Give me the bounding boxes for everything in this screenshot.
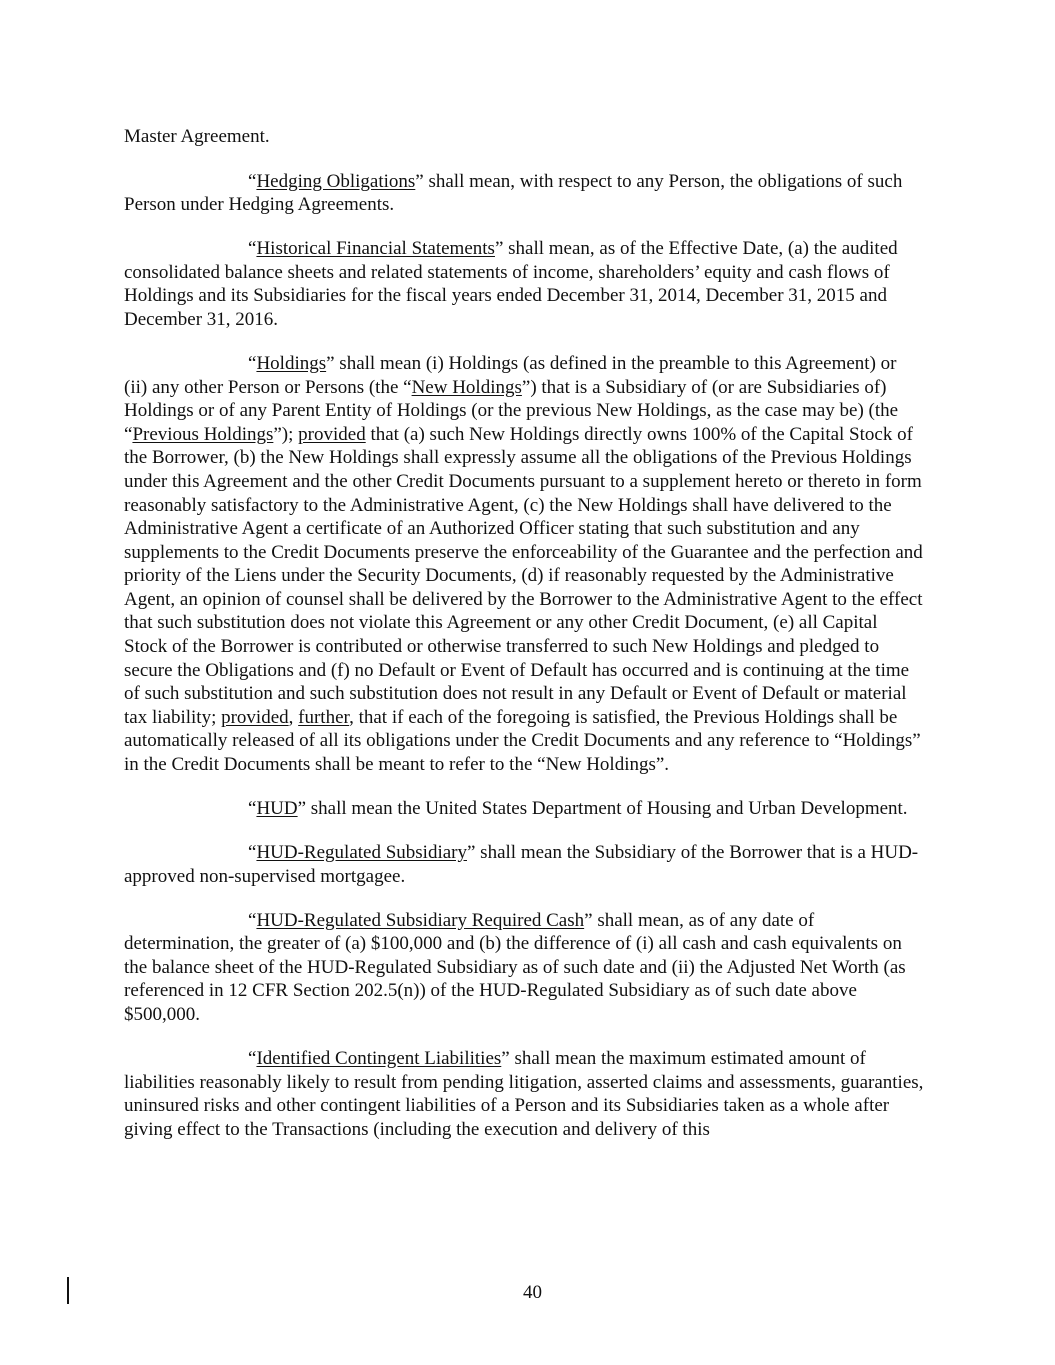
definition-hud [124, 797, 924, 821]
definition-text: ” shall mean, as of any date of determination, the greater of (a) $100,000 and (b) the difference of (i) all cash and cash equivalents on the balance sheet of the HUD-Regulated Subsidiary as of such date and (ii) the Adjusted Net Worth (as referenced in 12 CFR Section 202.5(n)) of the HUD-Regulated Subsidiary as of such date above $500,000. [124, 909, 906, 1025]
open-quote: “ [248, 909, 257, 931]
open-quote: “ [248, 352, 257, 374]
definition-text: ” shall mean, as of the Effective Date, (a) the audited consolidated balance sheets and related statements of income, shareholders’ equity and cash flows of Holdings and its Subsidiaries for the fiscal years ended December 31, 2014, December 31, 2015 and December 31, 2016. [124, 238, 898, 330]
proviso-provided: provided [298, 423, 366, 445]
proviso-provided: provided [221, 706, 289, 728]
definition-hedging-obligations [124, 170, 924, 217]
definition-historical-financial-statements [124, 237, 924, 331]
definition-text: ” shall mean the maximum estimated amount of liabilities reasonably likely to result from pending litigation, asserted claims and assessments, guaranties, uninsured risks and other contingent liabilities of a Person and its Subsidiaries taken as a whole after giving effect to the Transactions (including the execution and delivery of this [124, 1047, 924, 1140]
definition-hud-regulated-subsidiary-required-cash [124, 909, 924, 1027]
defined-term: HUD-Regulated Subsidiary Required Cash [256, 909, 585, 931]
definition-hud-regulated-subsidiary [124, 841, 924, 888]
definition-text: ”) that is a Subsidiary of (or are Subsidiaries of) Holdings or of any Parent Entity of Holdings (or the previous New Holdings, as the case may be) (the “ [124, 376, 899, 445]
page-number: 40 [523, 1282, 542, 1303]
document-body [124, 125, 924, 1162]
defined-term: HUD [256, 798, 298, 820]
defined-term: Holdings [256, 352, 327, 374]
open-quote: “ [248, 842, 257, 863]
defined-term: HUD-Regulated Subsidiary [256, 842, 467, 863]
defined-term-new-holdings: New Holdings [411, 376, 522, 398]
definition-text: ” shall mean the Subsidiary of the Borrower that is a HUD-approved non-supervised mortgagee. [124, 842, 919, 887]
proviso-further: further [298, 706, 350, 728]
definition-text: ” shall mean, with respect to any Person, the obligations of such Person under Hedging Agreements. [124, 170, 903, 216]
definition-text: ” shall mean the United States Department of Housing and Urban Development. [297, 798, 908, 820]
definition-text: that (a) such New Holdings directly owns 100% of the Capital Stock of the Borrower, (b) the New Holdings shall expressly assume all the obligations of the Previous Holdings under this Agreement and the other Credit Documents pursuant to a supplement hereto or thereto in form reasonably satisfactory to the Administrative Agent, (c) the New Holdings shall have delivered to the Administrative Agent a certificate of an Authorized Officer stating that such substitution and any supplements to the Credit Documents preserve the enforceability of the Guarantee and the perfection and priority of the Liens under the Security Documents, (d) if reasonably requested by the Administrative Agent, an opinion of counsel shall be delivered by the Borrower to the Administrative Agent to the effect that such substitution does not violate this Agreement or any other Credit Document, (e) all Capital Stock of the Borrower is contributed or otherwise transferred to such New Holdings and pledged to secure the Obligations and (f) no Default or Event of Default has occurred and is continuing at the time of such substitution and such substitution does not result in any Default or Event of Default or material tax liability; [124, 423, 923, 728]
definition-text: , [288, 706, 299, 728]
open-quote: “ [248, 798, 257, 820]
defined-term: Identified Contingent Liabilities [256, 1047, 502, 1069]
defined-term-previous-holdings: Previous Holdings [132, 423, 274, 445]
definition-identified-contingent-liabilities [124, 1047, 924, 1141]
definition-text: ”); [273, 423, 299, 445]
defined-term: Hedging Obligations [256, 170, 416, 192]
open-quote: “ [248, 1047, 257, 1069]
defined-term: Historical Financial Statements [256, 238, 495, 260]
definition-text: , that if each of the foregoing is satisfied, the Previous Holdings shall be automatically released of all its obligations under the Credit Documents and any reference to “Holdings” in the Credit Documents shall be meant to refer to the “New Holdings”. [124, 706, 921, 776]
open-quote: “ [248, 238, 257, 260]
open-quote: “ [248, 170, 257, 192]
continued-fragment: Master Agreement. [124, 126, 270, 147]
definition-text: ” shall mean (i) Holdings (as defined in the preamble to this Agreement) or (ii) any other Person or Persons (the “ [124, 352, 897, 398]
definition-holdings [124, 352, 924, 777]
